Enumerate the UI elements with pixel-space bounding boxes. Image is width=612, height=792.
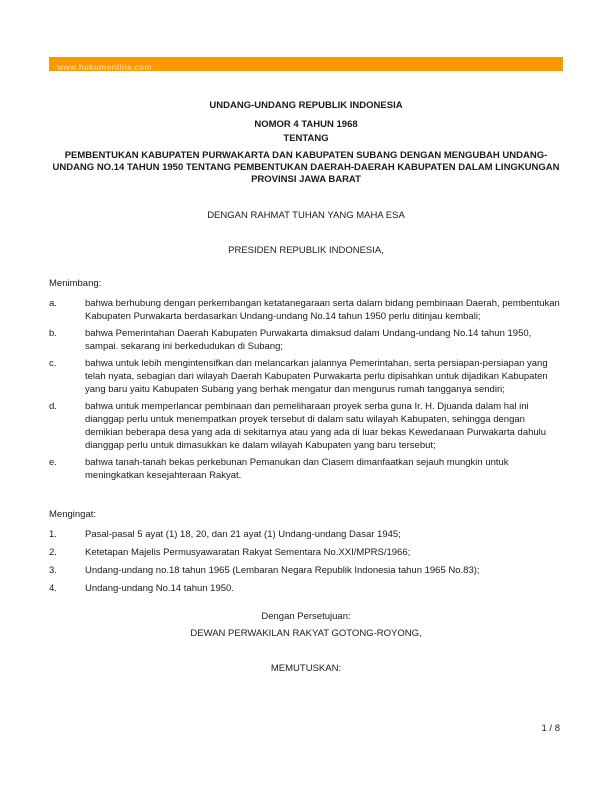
considering-item-e-text: bahwa tanah-tanah bekas perkebunan Pemanukan dan Ciasem dimanfaatkan sejauh mungkin untuk meningkatkan kesejahteraan Rakyat. xyxy=(85,457,509,481)
invocation-line: DENGAN RAHMAT TUHAN YANG MAHA ESA xyxy=(207,210,405,221)
considering-item-e-label: e. xyxy=(49,457,57,468)
recalling-item-3-label: 3. xyxy=(49,565,57,576)
considering-item-c xyxy=(49,357,563,396)
decision-heading: MEMUTUSKAN: xyxy=(270,663,342,674)
hukumonline-banner xyxy=(49,57,563,71)
document-body xyxy=(49,99,563,675)
recalling-list xyxy=(49,528,563,595)
recalling-item-4-text: Undang-undang No.14 tahun 1950. xyxy=(85,583,234,594)
recalling-item-2-text: Ketetapan Majelis Permusyawaratan Rakyat Sementara No.XXI/MPRS/1966; xyxy=(85,547,411,558)
law-title-about-label: TENTANG xyxy=(283,133,329,144)
considering-item-c-label: c. xyxy=(49,358,57,369)
approval-line2: DEWAN PERWAKILAN RAKYAT GOTONG-ROYONG, xyxy=(190,628,422,639)
considering-heading: Menimbang: xyxy=(49,278,102,289)
recalling-item-2-label: 2. xyxy=(49,547,57,558)
hukumonline-link[interactable]: www.hukumonline.com xyxy=(57,63,152,72)
considering-item-b-text: bahwa Pemerintahan Daerah Kabupaten Purwakarta dimaksud dalam Undang-undang No.14 tahun 1950, sampai. sekarang ini berkedudukan di Subang; xyxy=(85,328,532,352)
recalling-item-2 xyxy=(49,546,563,559)
considering-list xyxy=(49,297,563,482)
recalling-item-4-label: 4. xyxy=(49,583,57,594)
considering-item-b xyxy=(49,327,563,353)
considering-item-a-text: bahwa berhubung dengan perkembangan ketatanegaraan serta dalam bidang pembinaan Daerah, pembentukan Kabupaten Purwakarta berdasarkan Undang-undang No.14 tahun 1950 perlu ditinjau kembali; xyxy=(85,298,560,322)
law-title-number: NOMOR 4 TAHUN 1968 xyxy=(254,119,358,130)
recalling-item-1 xyxy=(49,528,563,541)
considering-item-d-label: d. xyxy=(49,401,57,412)
recalling-item-1-label: 1. xyxy=(49,529,57,540)
considering-item-a-label: a. xyxy=(49,298,57,309)
law-title-subject: PEMBENTUKAN KABUPATEN PURWAKARTA DAN KABUPATEN SUBANG DENGAN MENGUBAH UNDANG-UNDANG NO.14 TAHUN 1950 TENTANG PEMBENTUKAN DAERAH-DAERAH KABUPATEN DALAM LINGKUNGAN PROVINSI JAWA BARAT xyxy=(52,150,560,185)
considering-item-d xyxy=(49,400,563,452)
recalling-item-4 xyxy=(49,582,563,595)
recalling-item-3 xyxy=(49,564,563,577)
recalling-item-3-text: Undang-undang no.18 tahun 1965 (Lembaran Negara Republik Indonesia tahun 1965 No.83); xyxy=(85,565,480,576)
law-title-line1: UNDANG-UNDANG REPUBLIK INDONESIA xyxy=(209,100,403,111)
considering-item-a xyxy=(49,297,563,323)
considering-item-e xyxy=(49,456,563,482)
recalling-item-1-text: Pasal-pasal 5 ayat (1) 18, 20, dan 21 ayat (1) Undang-undang Dasar 1945; xyxy=(85,529,401,540)
authority-line: PRESIDEN REPUBLIK INDONESIA, xyxy=(228,245,384,256)
approval-line1: Dengan Persetujuan: xyxy=(261,611,351,622)
recalling-heading: Mengingat: xyxy=(49,509,97,520)
considering-item-c-text: bahwa untuk lebih mengintensifkan dan melancarkan jalannya Pemerintahan, serta persiapan-persiapan yang telah nyata, sebagian dari wilayah Daerah Kabupaten Purwakarta perlu dipisahkan untuk dijadikan Kabupaten yang baru yaitu Kabupaten Subang yang berhak mengatur dan mengurus rumah tangganya sendiri; xyxy=(85,358,548,395)
considering-item-d-text: bahwa untuk memperlancar pembinaan dan pemeliharaan proyek serba guna Ir. H. Djuanda dalam hal ini dianggap perlu untuk menempatkan proyek tersebut di dalam satu wilayah Kabupaten, sehingga dengan demikian beberapa desa yang ada di sekitarnya atau yang ada di luar bekas Kewedanaan Purwakarta dahulu dianggap perlu untuk dimasukkan ke dalam wilayah Kabupaten yang baru tersebut; xyxy=(85,401,547,451)
considering-item-b-label: b. xyxy=(49,328,57,339)
page-number: 1 / 8 xyxy=(541,723,560,734)
